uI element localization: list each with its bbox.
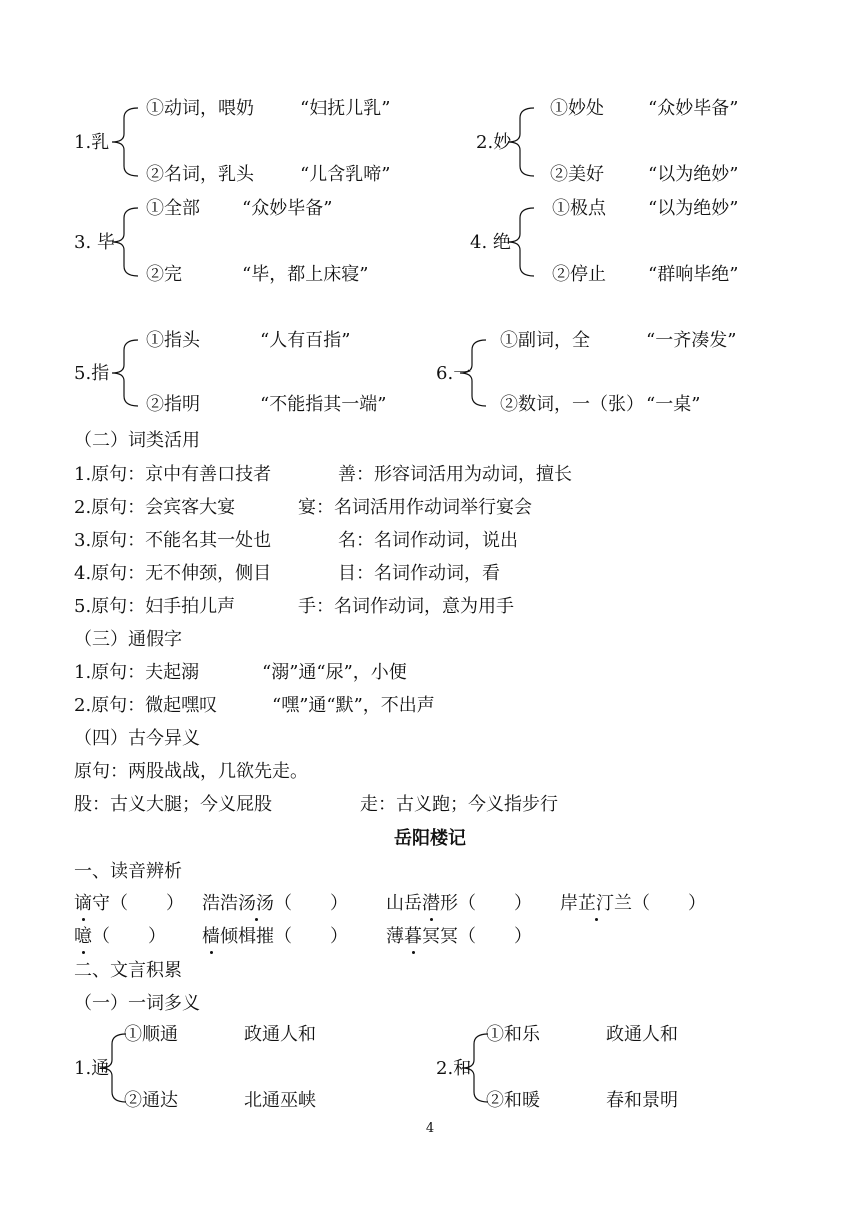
tongjia-orig: 2.原句：微起嘿叹 — [74, 695, 218, 716]
section-heading-tongjia: （三）通假字 — [74, 629, 182, 650]
duyin-text: （ — [92, 926, 110, 947]
gujin-sentence: 原句：两股战战，几欲先走。 — [74, 761, 308, 782]
sense-meaning: ①极点 — [552, 198, 606, 219]
sense-meaning: ①指头 — [146, 330, 200, 351]
cilei-note: 善：形容词活用为动词，擅长 — [338, 464, 572, 485]
sense-meaning: ②停止 — [552, 264, 606, 285]
sense-example: “一齐凑发” — [646, 330, 737, 351]
sense-meaning: ①全部 — [146, 198, 200, 219]
section-heading-gujin: （四）古今异义 — [74, 728, 200, 749]
cilei-orig: 5.原句：妇手拍儿声 — [74, 596, 236, 617]
duyin-item — [386, 893, 560, 915]
duyin-dotted: 谪 — [74, 893, 92, 914]
duyin-item — [560, 893, 706, 915]
gujin-zou: 走：古义跑；今义指步行 — [360, 794, 558, 815]
duyin-text: 浩浩 — [202, 893, 238, 914]
duyin-text: 兰（ — [614, 893, 650, 914]
cilei-orig: 4.原句：无不伸颈，侧目 — [74, 563, 272, 584]
duyin-dotted: 汤汤 — [238, 893, 274, 914]
section-heading-cilei: （二）词类活用 — [74, 430, 200, 451]
cilei-note: 手：名词作动词，意为用手 — [298, 596, 514, 617]
duyin-bracket-close: ） — [330, 893, 348, 914]
polysemy-number: 2. — [436, 1058, 454, 1079]
duyin-bracket-close: ） — [330, 926, 348, 947]
polysemy-number: 4. — [470, 232, 493, 253]
duyin-text: 薄 — [386, 926, 404, 947]
sense-example: “众妙毕备” — [242, 198, 333, 219]
sense-meaning: ②美好 — [550, 164, 604, 185]
polysemy-number: 3. — [74, 232, 97, 253]
duyin-text: 形（ — [440, 893, 476, 914]
cilei-note: 宴：名词活用作动词举行宴会 — [298, 497, 532, 518]
tongjia-note: “嘿”通“默”，不出声 — [272, 695, 435, 716]
cilei-orig: 1.原句：京中有善口技者 — [74, 464, 272, 485]
section-heading-yici: （一）一词多义 — [74, 993, 200, 1014]
brace-icon — [110, 330, 150, 418]
polysemy-number: 2. — [476, 132, 494, 153]
duyin-dotted: 樯 — [202, 926, 220, 947]
sense-example: “人有百指” — [260, 330, 351, 351]
tongjia-note: “溺”通“尿”，小便 — [262, 662, 407, 683]
duyin-dotted: 芷汀 — [578, 893, 614, 914]
duyin-text: 岸 — [560, 893, 578, 914]
polysemy-head — [74, 232, 115, 254]
sense-meaning: ②指明 — [146, 394, 200, 415]
duyin-bracket-close: ） — [148, 926, 166, 947]
sense-example: 北通巫峡 — [244, 1090, 316, 1111]
cilei-note: 目：名词作动词，看 — [338, 563, 500, 584]
duyin-item — [202, 893, 386, 915]
duyin-row — [74, 893, 706, 915]
sense-meaning: ②数词，一（张） — [500, 394, 644, 415]
duyin-bracket-close: ） — [166, 893, 184, 914]
duyin-bracket-close: ） — [514, 926, 532, 947]
cilei-note: 名：名词作动词，说出 — [338, 530, 518, 551]
polysemy-word: 妙 — [493, 132, 512, 153]
section-heading-wenyan: 二、文言积累 — [74, 960, 182, 981]
cilei-orig: 2.原句：会宾客大宴 — [74, 497, 236, 518]
polysemy-number: 1. — [74, 132, 92, 153]
duyin-item — [386, 926, 532, 948]
tongjia-orig: 1.原句：夫起溺 — [74, 662, 200, 683]
section-heading-duyin: 一、读音辨析 — [74, 861, 182, 882]
sense-example: “不能指其一端” — [260, 394, 387, 415]
sense-meaning: ①动词，喂奶 — [146, 98, 254, 119]
sense-meaning: ①副词，全 — [500, 330, 590, 351]
polysemy-word: 通 — [91, 1058, 110, 1079]
brace-icon — [506, 98, 546, 188]
polysemy-number: 5. — [74, 363, 92, 384]
brace-icon — [506, 198, 546, 288]
sense-meaning: ②完 — [146, 264, 182, 285]
duyin-bracket-close: ） — [514, 893, 532, 914]
polysemy-word: 绝 — [492, 232, 511, 253]
duyin-text: 守（ — [92, 893, 128, 914]
sense-meaning: ②和暖 — [486, 1090, 540, 1111]
polysemy-word: 毕 — [96, 232, 115, 253]
cilei-orig: 3.原句：不能名其一处也 — [74, 530, 272, 551]
polysemy-word: 乳 — [91, 132, 110, 153]
sense-example: “以为绝妙” — [648, 164, 739, 185]
article-title: 岳阳楼记 — [394, 828, 466, 849]
duyin-text: 倾楫摧（ — [220, 926, 292, 947]
duyin-item — [74, 926, 202, 948]
duyin-text: 冥冥（ — [422, 926, 476, 947]
duyin-dotted: 噫 — [74, 926, 92, 947]
brace-icon — [110, 198, 150, 288]
polysemy-head — [74, 363, 109, 385]
duyin-text: 山岳 — [386, 893, 422, 914]
polysemy-number: 6. — [436, 363, 454, 384]
sense-example: 政通人和 — [606, 1024, 678, 1045]
duyin-dotted: 暮 — [404, 926, 422, 947]
sense-meaning: ②名词，乳头 — [146, 164, 254, 185]
polysemy-head — [74, 132, 109, 154]
brace-icon — [458, 330, 498, 418]
sense-example: “群响毕绝” — [648, 264, 739, 285]
duyin-row — [74, 926, 532, 948]
duyin-item — [74, 893, 202, 915]
sense-example: “毕，都上床寝” — [242, 264, 369, 285]
sense-example: 政通人和 — [244, 1024, 316, 1045]
sense-meaning: ①顺通 — [124, 1024, 178, 1045]
polysemy-word: 和 — [453, 1058, 472, 1079]
sense-meaning: ②通达 — [124, 1090, 178, 1111]
brace-icon — [110, 98, 150, 188]
polysemy-number: 1. — [74, 1058, 92, 1079]
sense-meaning: ①妙处 — [550, 98, 604, 119]
gujin-gu: 股：古义大腿；今义屁股 — [74, 794, 272, 815]
sense-example: “妇抚儿乳” — [300, 98, 391, 119]
sense-meaning: ①和乐 — [486, 1024, 540, 1045]
sense-example: “众妙毕备” — [648, 98, 739, 119]
sense-example: “一桌” — [646, 394, 701, 415]
sense-example: “以为绝妙” — [648, 198, 739, 219]
polysemy-word: 指 — [91, 363, 110, 384]
polysemy-word: 一 — [453, 363, 472, 384]
sense-example: “儿含乳啼” — [300, 164, 391, 185]
page-number: 4 — [425, 1121, 435, 1136]
sense-example: 春和景明 — [606, 1090, 678, 1111]
duyin-item — [202, 926, 386, 948]
duyin-dotted: 潜 — [422, 893, 440, 914]
polysemy-head — [470, 232, 511, 254]
duyin-text: （ — [274, 893, 292, 914]
duyin-bracket-close: ） — [688, 893, 706, 914]
